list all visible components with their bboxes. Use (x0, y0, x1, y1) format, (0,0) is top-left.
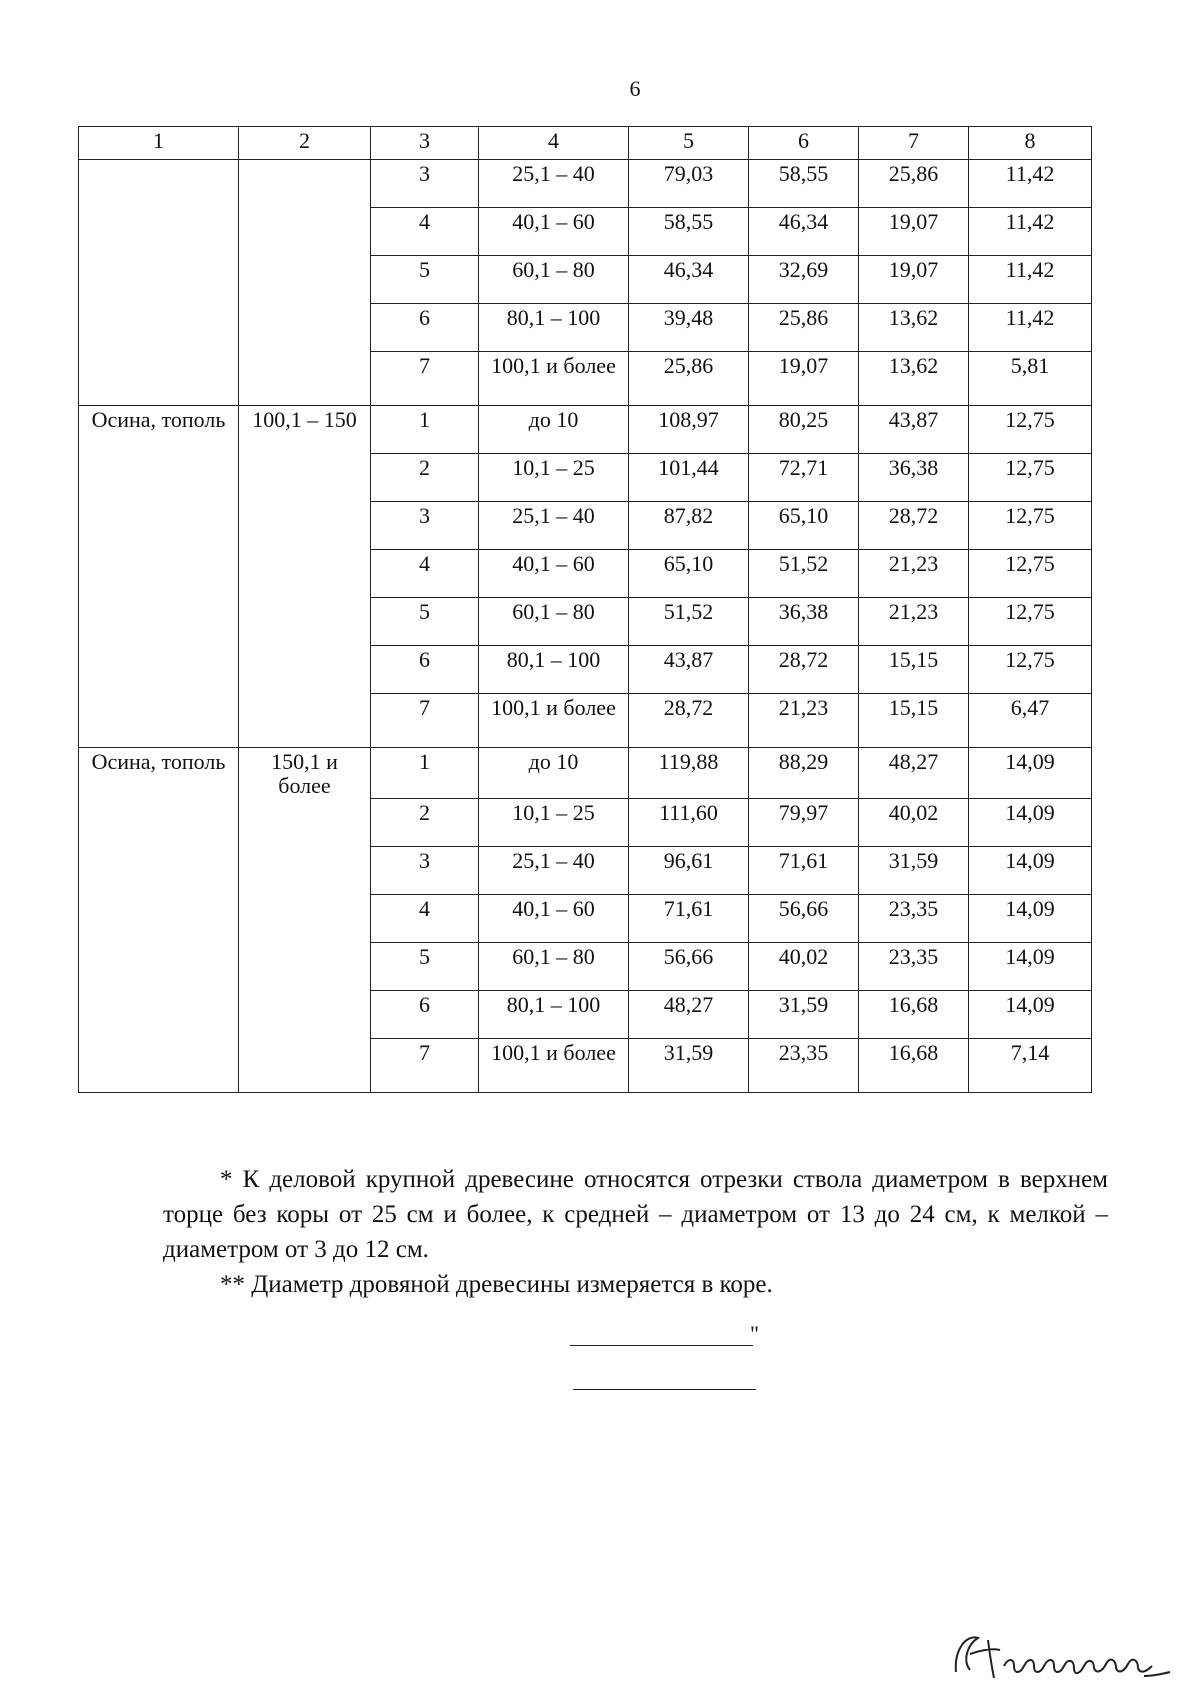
table-cell: 25,1 – 40 (479, 160, 629, 208)
table-cell: 3 (371, 160, 479, 208)
table-row (79, 208, 1092, 256)
table-header-row (79, 127, 1092, 160)
table-cell: 100,1 и более (479, 694, 629, 748)
table-row (79, 598, 1092, 646)
stem-diameter-cell (239, 208, 371, 256)
table-cell: 80,1 – 100 (479, 646, 629, 694)
table-cell: 13,62 (859, 304, 969, 352)
table-cell: 12,75 (969, 598, 1092, 646)
table-cell: 14,09 (969, 942, 1092, 990)
table-cell: 23,35 (749, 1038, 859, 1092)
table-cell: 88,29 (749, 748, 859, 799)
table-row (79, 894, 1092, 942)
table-cell: 71,61 (629, 894, 749, 942)
table-cell: 16,68 (859, 990, 969, 1038)
species-cell (79, 942, 239, 990)
table-cell: 108,97 (629, 406, 749, 454)
stem-diameter-cell (239, 160, 371, 208)
table-cell: 43,87 (859, 406, 969, 454)
table-cell: 19,07 (749, 352, 859, 406)
table-cell: 28,72 (629, 694, 749, 748)
table-row (79, 550, 1092, 598)
header-cell: 4 (479, 127, 629, 160)
species-cell (79, 550, 239, 598)
table-row (79, 256, 1092, 304)
table-cell: 11,42 (969, 208, 1092, 256)
table-cell: 80,1 – 100 (479, 304, 629, 352)
table-row (79, 406, 1092, 454)
closing-quote: " (750, 1321, 759, 1346)
table-cell: 71,61 (749, 846, 859, 894)
table-cell: 25,86 (629, 352, 749, 406)
stem-diameter-cell (239, 502, 371, 550)
table-cell: 79,97 (749, 798, 859, 846)
table-cell: 40,02 (749, 942, 859, 990)
stem-diameter-cell (239, 798, 371, 846)
table-cell: 14,09 (969, 894, 1092, 942)
footnote-business-wood: * К деловой крупной древесине относятся отрезки ствола диаметром в верхнем торце без коры от 25 см и более, к средней – диаметром от 13 до 24 см, к мелкой – диаметром от 3 до 12 см. (163, 1166, 1108, 1263)
table-cell: 5 (371, 256, 479, 304)
species-cell (79, 646, 239, 694)
stem-diameter-cell (239, 846, 371, 894)
header-cell: 1 (79, 127, 239, 160)
header-cell: 5 (629, 127, 749, 160)
table-cell: 16,68 (859, 1038, 969, 1092)
species-cell (79, 160, 239, 208)
table-cell: 14,09 (969, 798, 1092, 846)
species-cell (79, 256, 239, 304)
stem-diameter-cell (239, 304, 371, 352)
table-cell: 4 (371, 894, 479, 942)
table-cell: 28,72 (749, 646, 859, 694)
table-cell: 100,1 и более (479, 1038, 629, 1092)
table-cell: 19,07 (859, 208, 969, 256)
table-cell: 21,23 (859, 550, 969, 598)
table-cell: 46,34 (629, 256, 749, 304)
table-cell: 79,03 (629, 160, 749, 208)
table-cell: 21,23 (859, 598, 969, 646)
species-cell (79, 352, 239, 406)
table-row (79, 352, 1092, 406)
handwritten-signature (948, 1620, 1178, 1690)
header-cell: 2 (239, 127, 371, 160)
table-cell: 31,59 (859, 846, 969, 894)
table-cell: 12,75 (969, 406, 1092, 454)
table-cell: 51,52 (749, 550, 859, 598)
table-cell: 11,42 (969, 256, 1092, 304)
table-cell: 1 (371, 748, 479, 799)
stem-diameter-cell (239, 454, 371, 502)
table-cell: 65,10 (749, 502, 859, 550)
stem-diameter-cell (239, 256, 371, 304)
table-cell: 23,35 (859, 942, 969, 990)
table-cell: 7 (371, 1038, 479, 1092)
signature-line-top (570, 1345, 753, 1346)
footnotes (163, 1162, 1108, 1302)
table-cell: 40,1 – 60 (479, 208, 629, 256)
table-cell: 14,09 (969, 846, 1092, 894)
species-cell (79, 894, 239, 942)
table-cell: 96,61 (629, 846, 749, 894)
species-cell (79, 990, 239, 1038)
table-cell: 11,42 (969, 160, 1092, 208)
table-cell: 80,25 (749, 406, 859, 454)
table-cell: 60,1 – 80 (479, 598, 629, 646)
header-cell: 7 (859, 127, 969, 160)
table-row (79, 798, 1092, 846)
table-cell: 6 (371, 304, 479, 352)
footnote-firewood: ** Диаметр дровяной древесины измеряется в коре. (220, 1271, 773, 1298)
species-cell: Осина, тополь (79, 406, 239, 454)
table-cell: 80,1 – 100 (479, 990, 629, 1038)
table-cell: 46,34 (749, 208, 859, 256)
species-cell (79, 846, 239, 894)
stem-diameter-cell (239, 942, 371, 990)
table-cell: 60,1 – 80 (479, 256, 629, 304)
table-cell: 60,1 – 80 (479, 942, 629, 990)
stem-diameter-cell: 100,1 – 150 (239, 406, 371, 454)
header-cell: 6 (749, 127, 859, 160)
table-cell: 51,52 (629, 598, 749, 646)
table-row (79, 942, 1092, 990)
species-cell (79, 304, 239, 352)
species-cell (79, 694, 239, 748)
table-cell: 14,09 (969, 748, 1092, 799)
table-cell: 7 (371, 694, 479, 748)
table-cell: 15,15 (859, 694, 969, 748)
table-cell: до 10 (479, 748, 629, 799)
table-cell: 23,35 (859, 894, 969, 942)
table-row (79, 502, 1092, 550)
stem-diameter-cell (239, 1038, 371, 1092)
signature-line-bottom (573, 1389, 756, 1390)
table-cell: 87,82 (629, 502, 749, 550)
stem-diameter-cell (239, 646, 371, 694)
stem-diameter-cell (239, 550, 371, 598)
table-cell: 36,38 (859, 454, 969, 502)
table-cell: 40,1 – 60 (479, 550, 629, 598)
table-cell: 65,10 (629, 550, 749, 598)
table-cell: 5,81 (969, 352, 1092, 406)
table-cell: 3 (371, 846, 479, 894)
table-row (79, 748, 1092, 799)
stem-diameter-cell (239, 894, 371, 942)
table-cell: 25,86 (749, 304, 859, 352)
table-cell: до 10 (479, 406, 629, 454)
table-cell: 15,15 (859, 646, 969, 694)
table-cell: 28,72 (859, 502, 969, 550)
species-cell (79, 208, 239, 256)
table-cell: 48,27 (859, 748, 969, 799)
table-body (79, 127, 1092, 1093)
table-row (79, 304, 1092, 352)
table-cell: 12,75 (969, 550, 1092, 598)
table-cell: 4 (371, 208, 479, 256)
table-row (79, 646, 1092, 694)
table-cell: 4 (371, 550, 479, 598)
table-cell: 58,55 (629, 208, 749, 256)
table-cell: 12,75 (969, 502, 1092, 550)
table-cell: 21,23 (749, 694, 859, 748)
table-cell: 2 (371, 454, 479, 502)
table-cell: 13,62 (859, 352, 969, 406)
table-cell: 25,1 – 40 (479, 502, 629, 550)
table-cell: 2 (371, 798, 479, 846)
rates-table (78, 126, 1092, 1093)
table-cell: 39,48 (629, 304, 749, 352)
table-cell: 5 (371, 942, 479, 990)
table-cell: 5 (371, 598, 479, 646)
page-number: 6 (629, 76, 641, 101)
table-cell: 119,88 (629, 748, 749, 799)
table-cell: 40,02 (859, 798, 969, 846)
table-cell: 31,59 (749, 990, 859, 1038)
table-row (79, 846, 1092, 894)
table-cell: 100,1 и более (479, 352, 629, 406)
stem-diameter-cell (239, 598, 371, 646)
table-cell: 11,42 (969, 304, 1092, 352)
header-cell: 3 (371, 127, 479, 160)
table-cell: 43,87 (629, 646, 749, 694)
species-cell (79, 1038, 239, 1092)
table-cell: 6,47 (969, 694, 1092, 748)
table-cell: 56,66 (749, 894, 859, 942)
table-cell: 31,59 (629, 1038, 749, 1092)
table-row (79, 990, 1092, 1038)
table-cell: 111,60 (629, 798, 749, 846)
species-cell (79, 502, 239, 550)
table-cell: 7,14 (969, 1038, 1092, 1092)
species-cell: Осина, тополь (79, 748, 239, 799)
species-cell (79, 454, 239, 502)
table-cell: 58,55 (749, 160, 859, 208)
table-cell: 32,69 (749, 256, 859, 304)
table-cell: 14,09 (969, 990, 1092, 1038)
table-cell: 36,38 (749, 598, 859, 646)
table-cell: 25,1 – 40 (479, 846, 629, 894)
stem-diameter-cell (239, 990, 371, 1038)
table-row (79, 694, 1092, 748)
table-cell: 6 (371, 990, 479, 1038)
table-row (79, 160, 1092, 208)
table-cell: 1 (371, 406, 479, 454)
table-cell: 101,44 (629, 454, 749, 502)
table-cell: 12,75 (969, 454, 1092, 502)
table-cell: 19,07 (859, 256, 969, 304)
table-cell: 25,86 (859, 160, 969, 208)
stem-diameter-cell: 150,1 и более (239, 748, 371, 799)
table-cell: 48,27 (629, 990, 749, 1038)
table-cell: 72,71 (749, 454, 859, 502)
table-cell: 10,1 – 25 (479, 798, 629, 846)
table-cell: 40,1 – 60 (479, 894, 629, 942)
header-cell: 8 (969, 127, 1092, 160)
species-cell (79, 798, 239, 846)
stem-diameter-cell (239, 352, 371, 406)
table-row (79, 1038, 1092, 1092)
species-cell (79, 598, 239, 646)
table-cell: 7 (371, 352, 479, 406)
table-cell: 6 (371, 646, 479, 694)
table-cell: 10,1 – 25 (479, 454, 629, 502)
table-cell: 56,66 (629, 942, 749, 990)
table-row (79, 454, 1092, 502)
table-cell: 12,75 (969, 646, 1092, 694)
table-cell: 3 (371, 502, 479, 550)
stem-diameter-cell (239, 694, 371, 748)
